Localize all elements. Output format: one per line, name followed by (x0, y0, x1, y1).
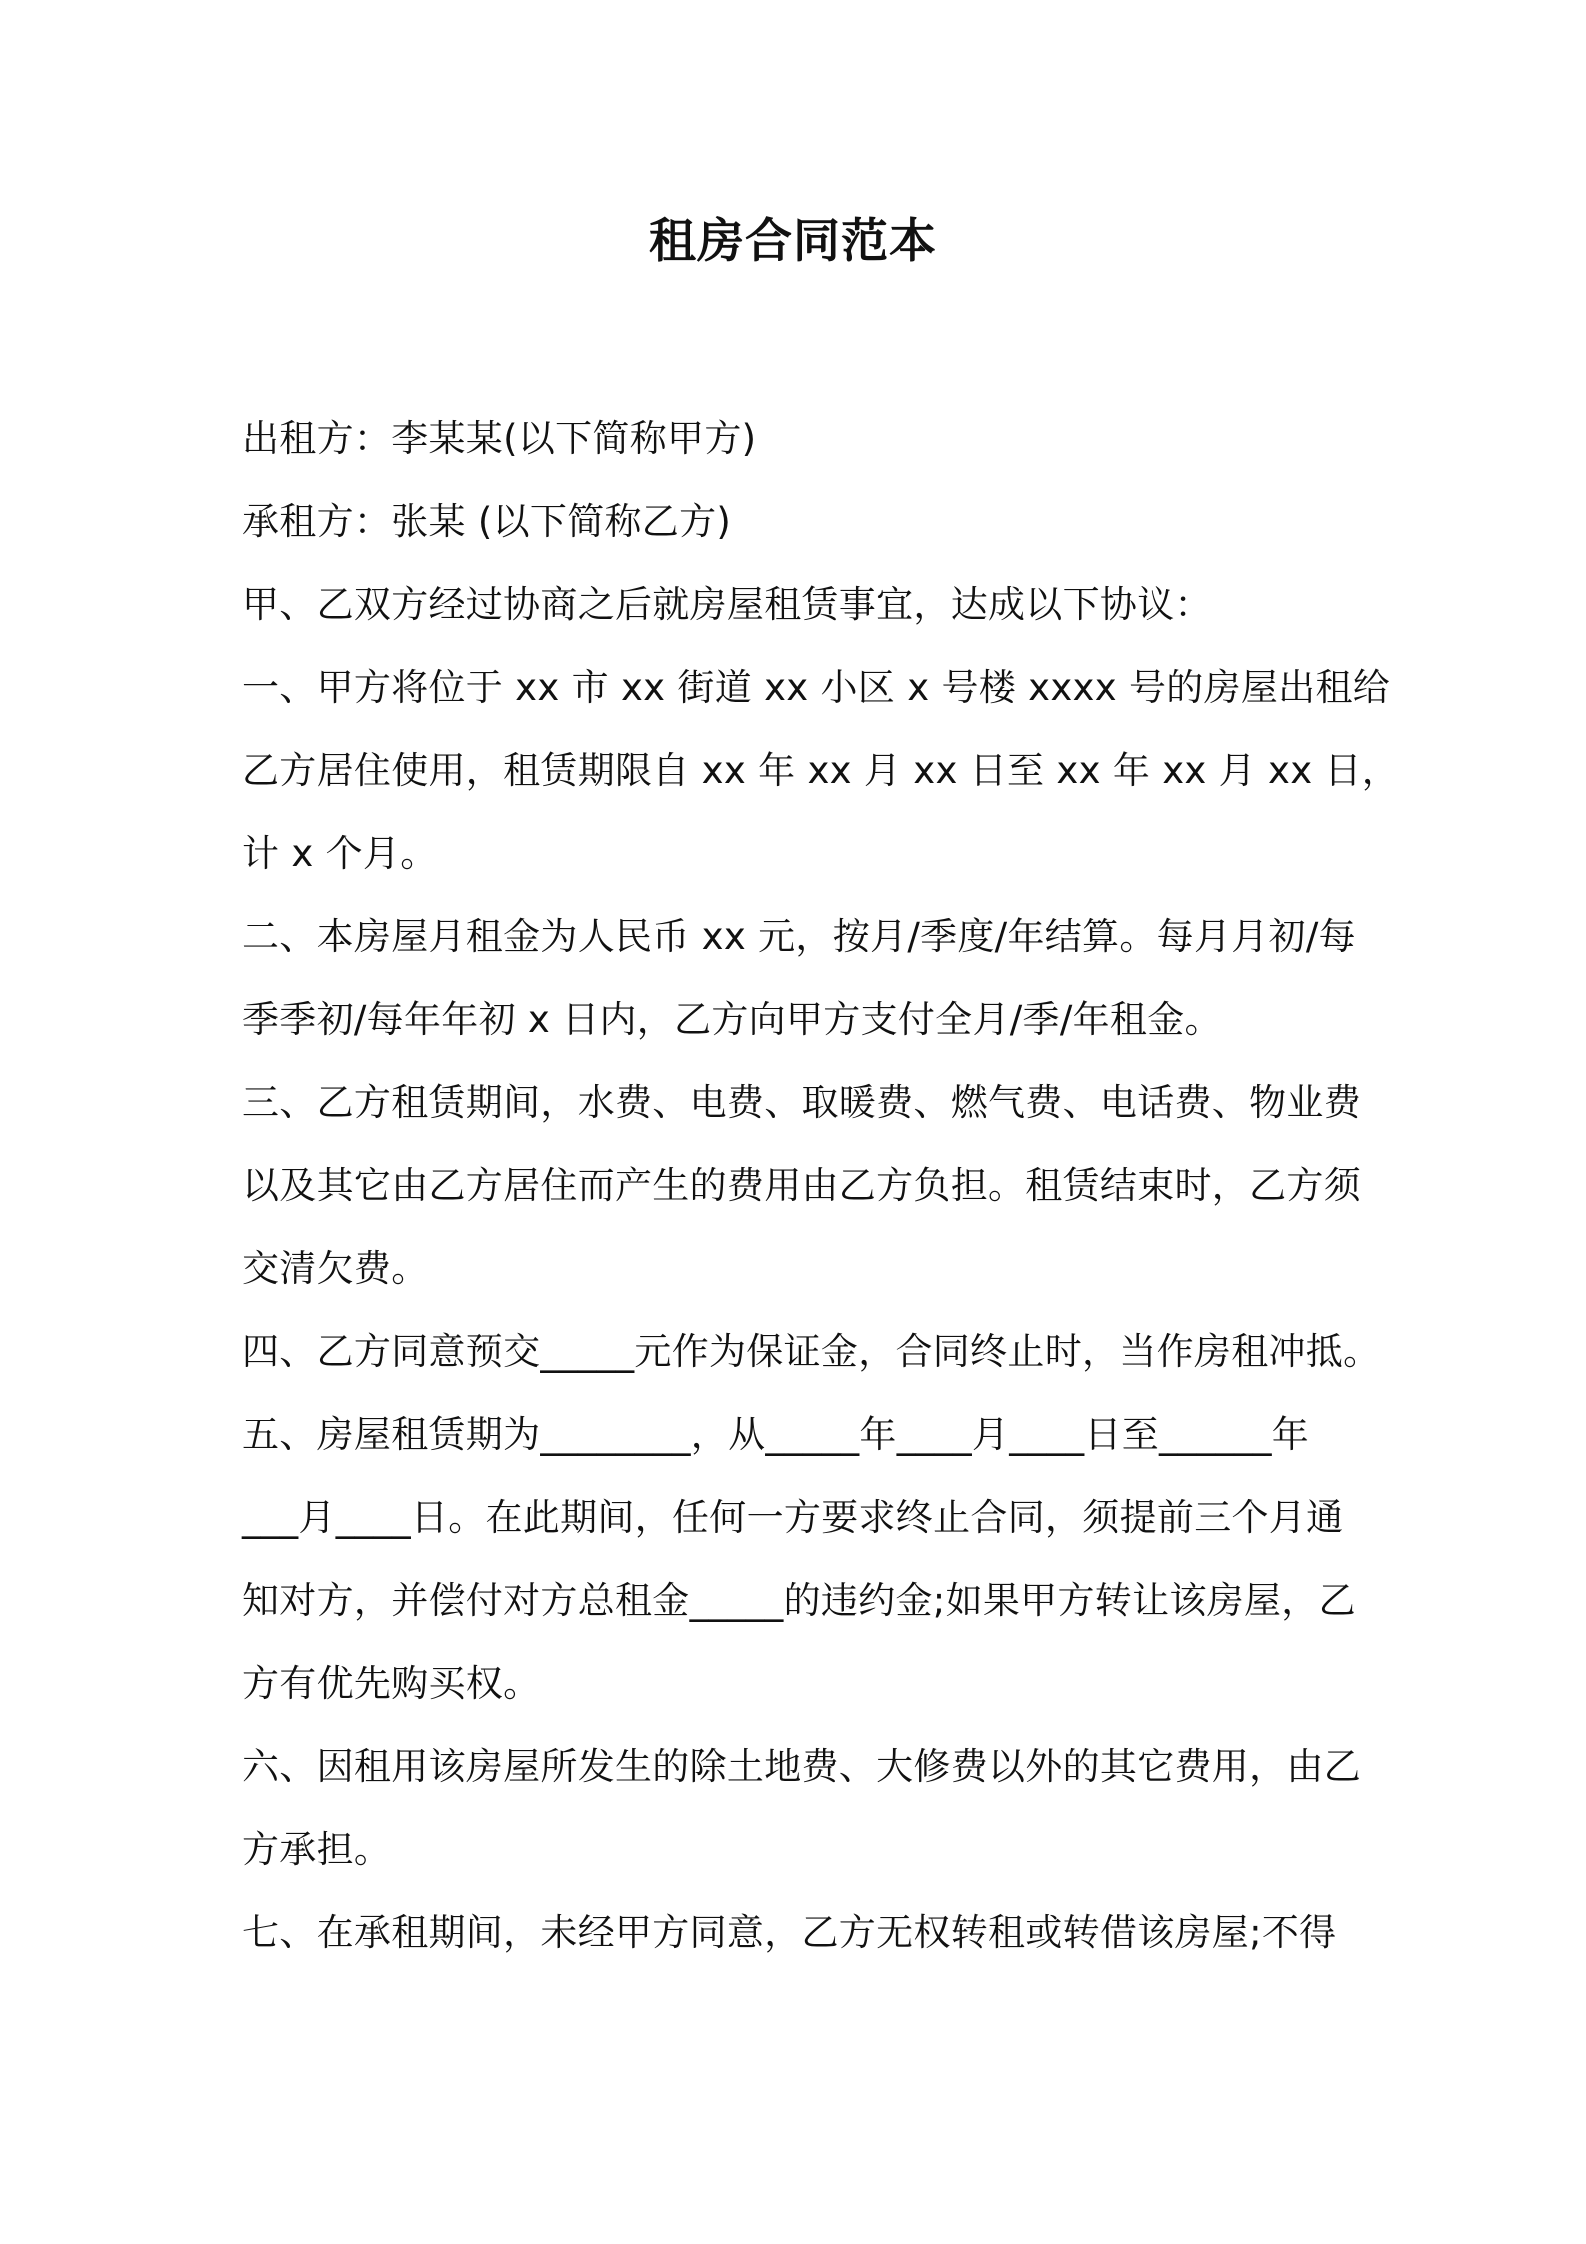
body-line: 计 x 个月。 (242, 832, 438, 875)
body-line: 交清欠费。 (242, 1247, 429, 1290)
body-line: 方有优先购买权。 (242, 1662, 541, 1705)
body-line: ___月____日。在此期间，任何一方要求终止合同，须提前三个月通 (242, 1496, 1344, 1539)
body-line: 知对方，并偿付对方总租金_____的违约金;如果甲方转让该房屋，乙 (242, 1579, 1356, 1622)
body-line: 三、乙方租赁期间，水费、电费、取暖费、燃气费、电话费、物业费 (242, 1081, 1361, 1124)
body-line: 以及其它由乙方居住而产生的费用由乙方负担。租赁结束时，乙方须 (242, 1164, 1361, 1207)
body-line: 乙方居住使用，租赁期限自 xx 年 xx 月 xx 日至 xx 年 xx 月 xx 日， (242, 749, 1400, 792)
document-body (242, 408, 1400, 1985)
document-title: 租房合同范本 (649, 214, 937, 269)
body-line: 七、在承租期间，未经甲方同意，乙方无权转租或转借该房屋;不得 (242, 1911, 1337, 1954)
body-line: 季季初/每年年初 x 日内，乙方向甲方支付全月/季/年租金。 (242, 998, 1222, 1041)
body-line: 四、乙方同意预交_____元作为保证金，合同终止时，当作房租冲抵。 (242, 1330, 1381, 1373)
body-line: 六、因租用该房屋所发生的除土地费、大修费以外的其它费用，由乙 (242, 1745, 1361, 1788)
body-line: 一、甲方将位于 xx 市 xx 街道 xx 小区 x 号楼 xxxx 号的房屋出租给 (242, 666, 1391, 709)
body-line: 五、房屋租赁期为________，从_____年____月____日至______年 (242, 1413, 1310, 1456)
body-line: 出租方：李某某(以下简称甲方) (242, 417, 757, 460)
body-line: 二、本房屋月租金为人民币 xx 元，按月/季度/年结算。每月月初/每 (242, 915, 1356, 958)
body-line: 甲、乙双方经过协商之后就房屋租赁事宜，达成以下协议： (242, 583, 1212, 626)
body-line: 承租方：张某 (以下简称乙方) (242, 500, 732, 543)
body-line: 方承担。 (242, 1828, 392, 1871)
